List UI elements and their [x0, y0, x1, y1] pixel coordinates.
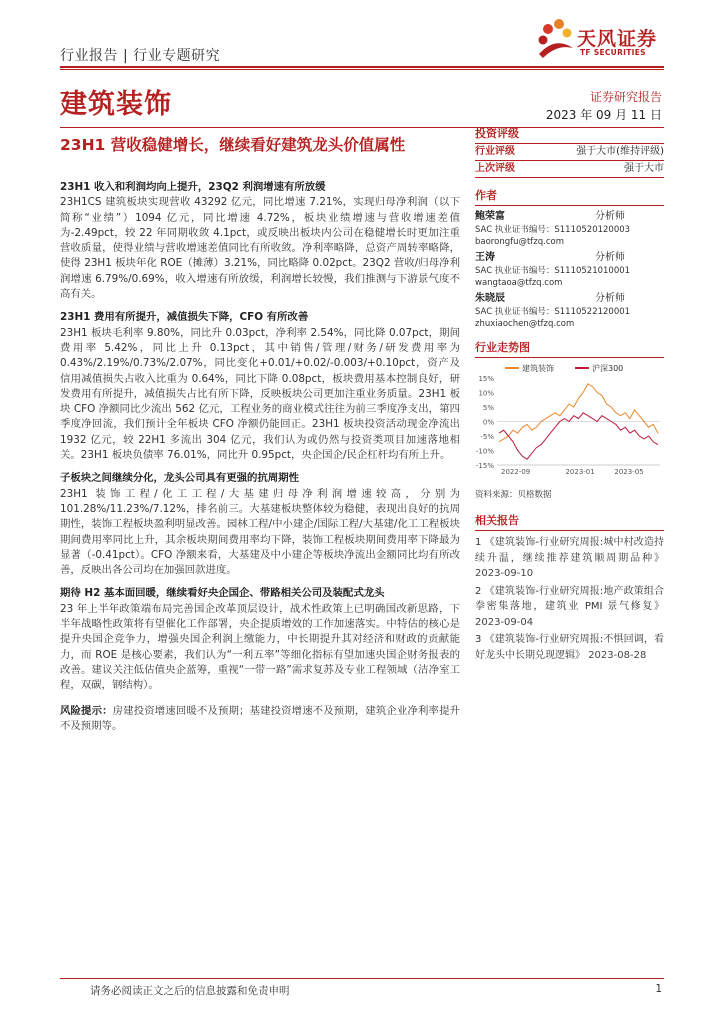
series-line: [499, 413, 658, 459]
y-tick-label: 15%: [478, 375, 494, 383]
rating-heading: 投资评级: [475, 125, 664, 144]
section-heading: 23H1 费用有所提升，减值损失下降，CFO 有所改善: [60, 311, 309, 324]
y-tick-label: 0%: [482, 418, 494, 427]
related-item[interactable]: [475, 584, 664, 631]
author-cert: SAC 执业证书编号：S1110521010001: [475, 266, 631, 276]
section-heading: 23H1 收入和利润均向上提升，23Q2 利润增速有所放缓: [60, 181, 326, 193]
author-entry: [475, 210, 664, 248]
related-title[interactable]: 2 《建筑装饰-行业研究周报:地产政策组合拳密集落地，建筑业 PMI 景气修复》: [475, 585, 664, 612]
authors-panel: [475, 187, 664, 330]
x-tick-label: 2023-01: [565, 468, 595, 476]
y-tick-label: 10%: [478, 389, 494, 398]
author-entry: [475, 292, 664, 330]
main-content: [60, 180, 460, 734]
author-name: 鲍荣富: [475, 211, 505, 222]
section-revenue: [60, 180, 460, 302]
header-divider: [60, 66, 664, 68]
series-line: [499, 384, 658, 442]
related-item[interactable]: [475, 535, 664, 582]
trend-panel: [475, 339, 664, 358]
related-title[interactable]: 1 《建筑装饰-行业研究周报:城中村改造持续升温，继续推荐建筑顺周期品种》: [475, 537, 664, 564]
risk-body: 房建投资增速回暖不及预期；基建投资增速不及预期，建筑企业净利率提升不及预期等。: [60, 704, 461, 732]
report-type: 行业报告 | 行业专题研究: [60, 48, 221, 64]
section-body: 23H1CS 建筑板块实现营收 43292 亿元，同比增速 7.21%，实现归母净利润（以下简称“业绩”）1094 亿元，同比增速 4.72%，板块业绩增速与营收增速差值为-2.49pct，较 22 年同期收敛 4.1pct，或反映出板块内公司在稳健增长时更加注重营收质量，使得业绩与营收增速差值同比有所收敛。净利率略降，总资产周转率略降，使得 23H1 板块年化 ROE（摊薄）3.21%，同比略降 0.02pct。23Q2 营收/归母净利润增速 6.79%/0.69%，收入增速有所放缓，利润增长较慢，我们推测与下游景气度不高有关。: [60, 196, 460, 301]
last-rating-label: 上次评级: [475, 163, 515, 174]
authors-heading: 作者: [475, 187, 664, 206]
section-body: 23H1 装饰工程/化工工程/大基建归母净利润增速较高，分别为 101.28%/11.23%/7.12%，排名前三。大基建板块整体较为稳健，表现出良好的抗周期性，装饰工程板块盈利明显改善。园林工程/中小建企/国际工程/大基建/化工工程板块期间费用率同比上升，其余板块期间费用率均下降，装饰工程板块期间费用率下降最为显著（-0.41pct）。CFO 净额来看，大基建及中小建企等板块净流出金额同比均有所改善，反映出各公司均在加强回款进度。: [60, 487, 460, 577]
related-title[interactable]: 3 《建筑装饰-行业研究周报:不惧回调，看好龙头中长期兑现逻辑》: [475, 634, 664, 661]
chart-source: 资料来源：贝格数据: [475, 490, 552, 500]
related-item[interactable]: [475, 632, 664, 663]
y-tick-label: -5%: [480, 433, 494, 441]
tf-logo-icon: [535, 18, 577, 62]
footer-divider: [60, 978, 664, 979]
related-date: 2023-09-04: [475, 616, 534, 628]
section-heading: 子板块之间继续分化，龙头公司具有更强的抗周期性: [60, 472, 299, 485]
author-email[interactable]: wangtaoa@tfzq.com: [475, 278, 563, 288]
logo-text-en: TF SECURITIES: [580, 48, 646, 57]
legend-label: 沪深300: [592, 364, 624, 373]
logo-text: 天风证券: [577, 28, 658, 50]
industry-trend-chart: [475, 360, 664, 480]
section-risk: [60, 704, 460, 735]
author-cert: SAC 执业证书编号：S1110520120003: [475, 225, 631, 235]
industry-rating-value: 强于大市(维持评级): [576, 146, 664, 157]
footer-disclaimer: 请务必阅读正文之后的信息披露和免责申明: [90, 985, 290, 997]
author-email[interactable]: baorongfu@tfzq.com: [475, 237, 565, 247]
last-rating-value: 强于大市: [624, 163, 664, 174]
author-role: 分析师: [595, 293, 625, 304]
related-date: 2023-08-28: [588, 649, 647, 661]
author-name: 朱晓辰: [475, 293, 505, 304]
industry-rating-row: [475, 144, 664, 161]
trend-heading: 行业走势图: [475, 339, 664, 358]
rating-panel: [475, 125, 664, 178]
header-divider-thin: [60, 69, 664, 70]
author-role: 分析师: [595, 252, 625, 263]
industry-name: 建筑装饰: [60, 89, 172, 120]
related-date: 2023-09-10: [475, 568, 534, 579]
risk-paragraph: [60, 704, 460, 735]
risk-heading: 风险提示：: [60, 704, 113, 717]
last-rating-row: [475, 161, 664, 178]
author-name: 王涛: [475, 252, 495, 263]
author-entry: [475, 251, 664, 289]
related-panel: [475, 512, 664, 665]
section-heading: 期待 H2 基本面回暖，继续看好央企国企、带路相关公司及装配式龙头: [60, 587, 385, 600]
section-body: 23H1 板块毛利率 9.80%，同比升 0.03pct，净利率 2.54%，同比降 0.07pct，期间费用率 5.42%，同比上升 0.13pct，其中销售/管理/财务/研发费用率为 0.43%/2.19%/0.73%/2.07%，同比变化+0.01/+0.02/-0.003/+0.10pct，资产及信用减值损失占收入比重为 0.64%，同比下降 0.08pct，板块费用基本控制良好，研发费用有所提升，减值损失占比有所下降，反映板块公司更加注重业务质量。23H1 板块 CFO 净额同比少流出 562 亿元，工程业务的商业模式往往为前三季度净支出，第四季度净回流，我们预计全年板块 CFO 净额仍能回正。23H1 板块投资活动现金净流出 1932 亿元，较 22H1 多流出 304 亿元，我们认为或仍然与投资类项目加速落地相关。23H1 板块负债率 76.01%，同比升 0.95pct，央企国企/民企杠杆均有所上升。: [60, 326, 460, 462]
author-role: 分析师: [595, 211, 625, 222]
related-heading: 相关报告: [475, 512, 664, 531]
section-outlook: [60, 586, 460, 693]
section-costs: [60, 310, 460, 463]
y-tick-label: -15%: [475, 462, 494, 470]
report-title: 23H1 营收稳健增长，继续看好建筑龙头价值属性: [60, 136, 406, 154]
legend-label: 建筑装饰: [522, 364, 554, 373]
author-cert: SAC 执业证书编号：S1110522120001: [475, 307, 631, 317]
report-date: 2023 年 09 月 11 日: [545, 108, 662, 122]
section-body: 23 年上半年政策端布局完善国企改革顶层设计，战术性政策上已明确国改新思路，下半年战略性政策将有望催化工作部署，央企提质增效的工作加速落实。中特估的核心是提升央国企竞争力，增强央国企利润上缴能力，中长期提升其对经济和财政的贡献能力，而 ROE 是核心要素，我们认为“一利五率”等细化指标有望加速央国企财务报表的改善。建议关注低估值央企蓝筹，重视“一带一路”需求复苏及专业工程领域（洁净室工程，双碳，钢结构）。: [60, 602, 460, 692]
section-subsectors: [60, 471, 460, 578]
report-category: 证券研究报告: [589, 90, 662, 104]
page-number: 1: [655, 983, 662, 995]
author-email[interactable]: zhuxiaochen@tfzq.com: [475, 319, 575, 329]
y-tick-label: -10%: [475, 447, 494, 456]
industry-rating-label: 行业评级: [475, 146, 515, 157]
x-tick-label: 2022-09: [501, 468, 531, 476]
x-tick-label: 2023-05: [614, 468, 644, 476]
y-tick-label: 5%: [482, 404, 494, 412]
